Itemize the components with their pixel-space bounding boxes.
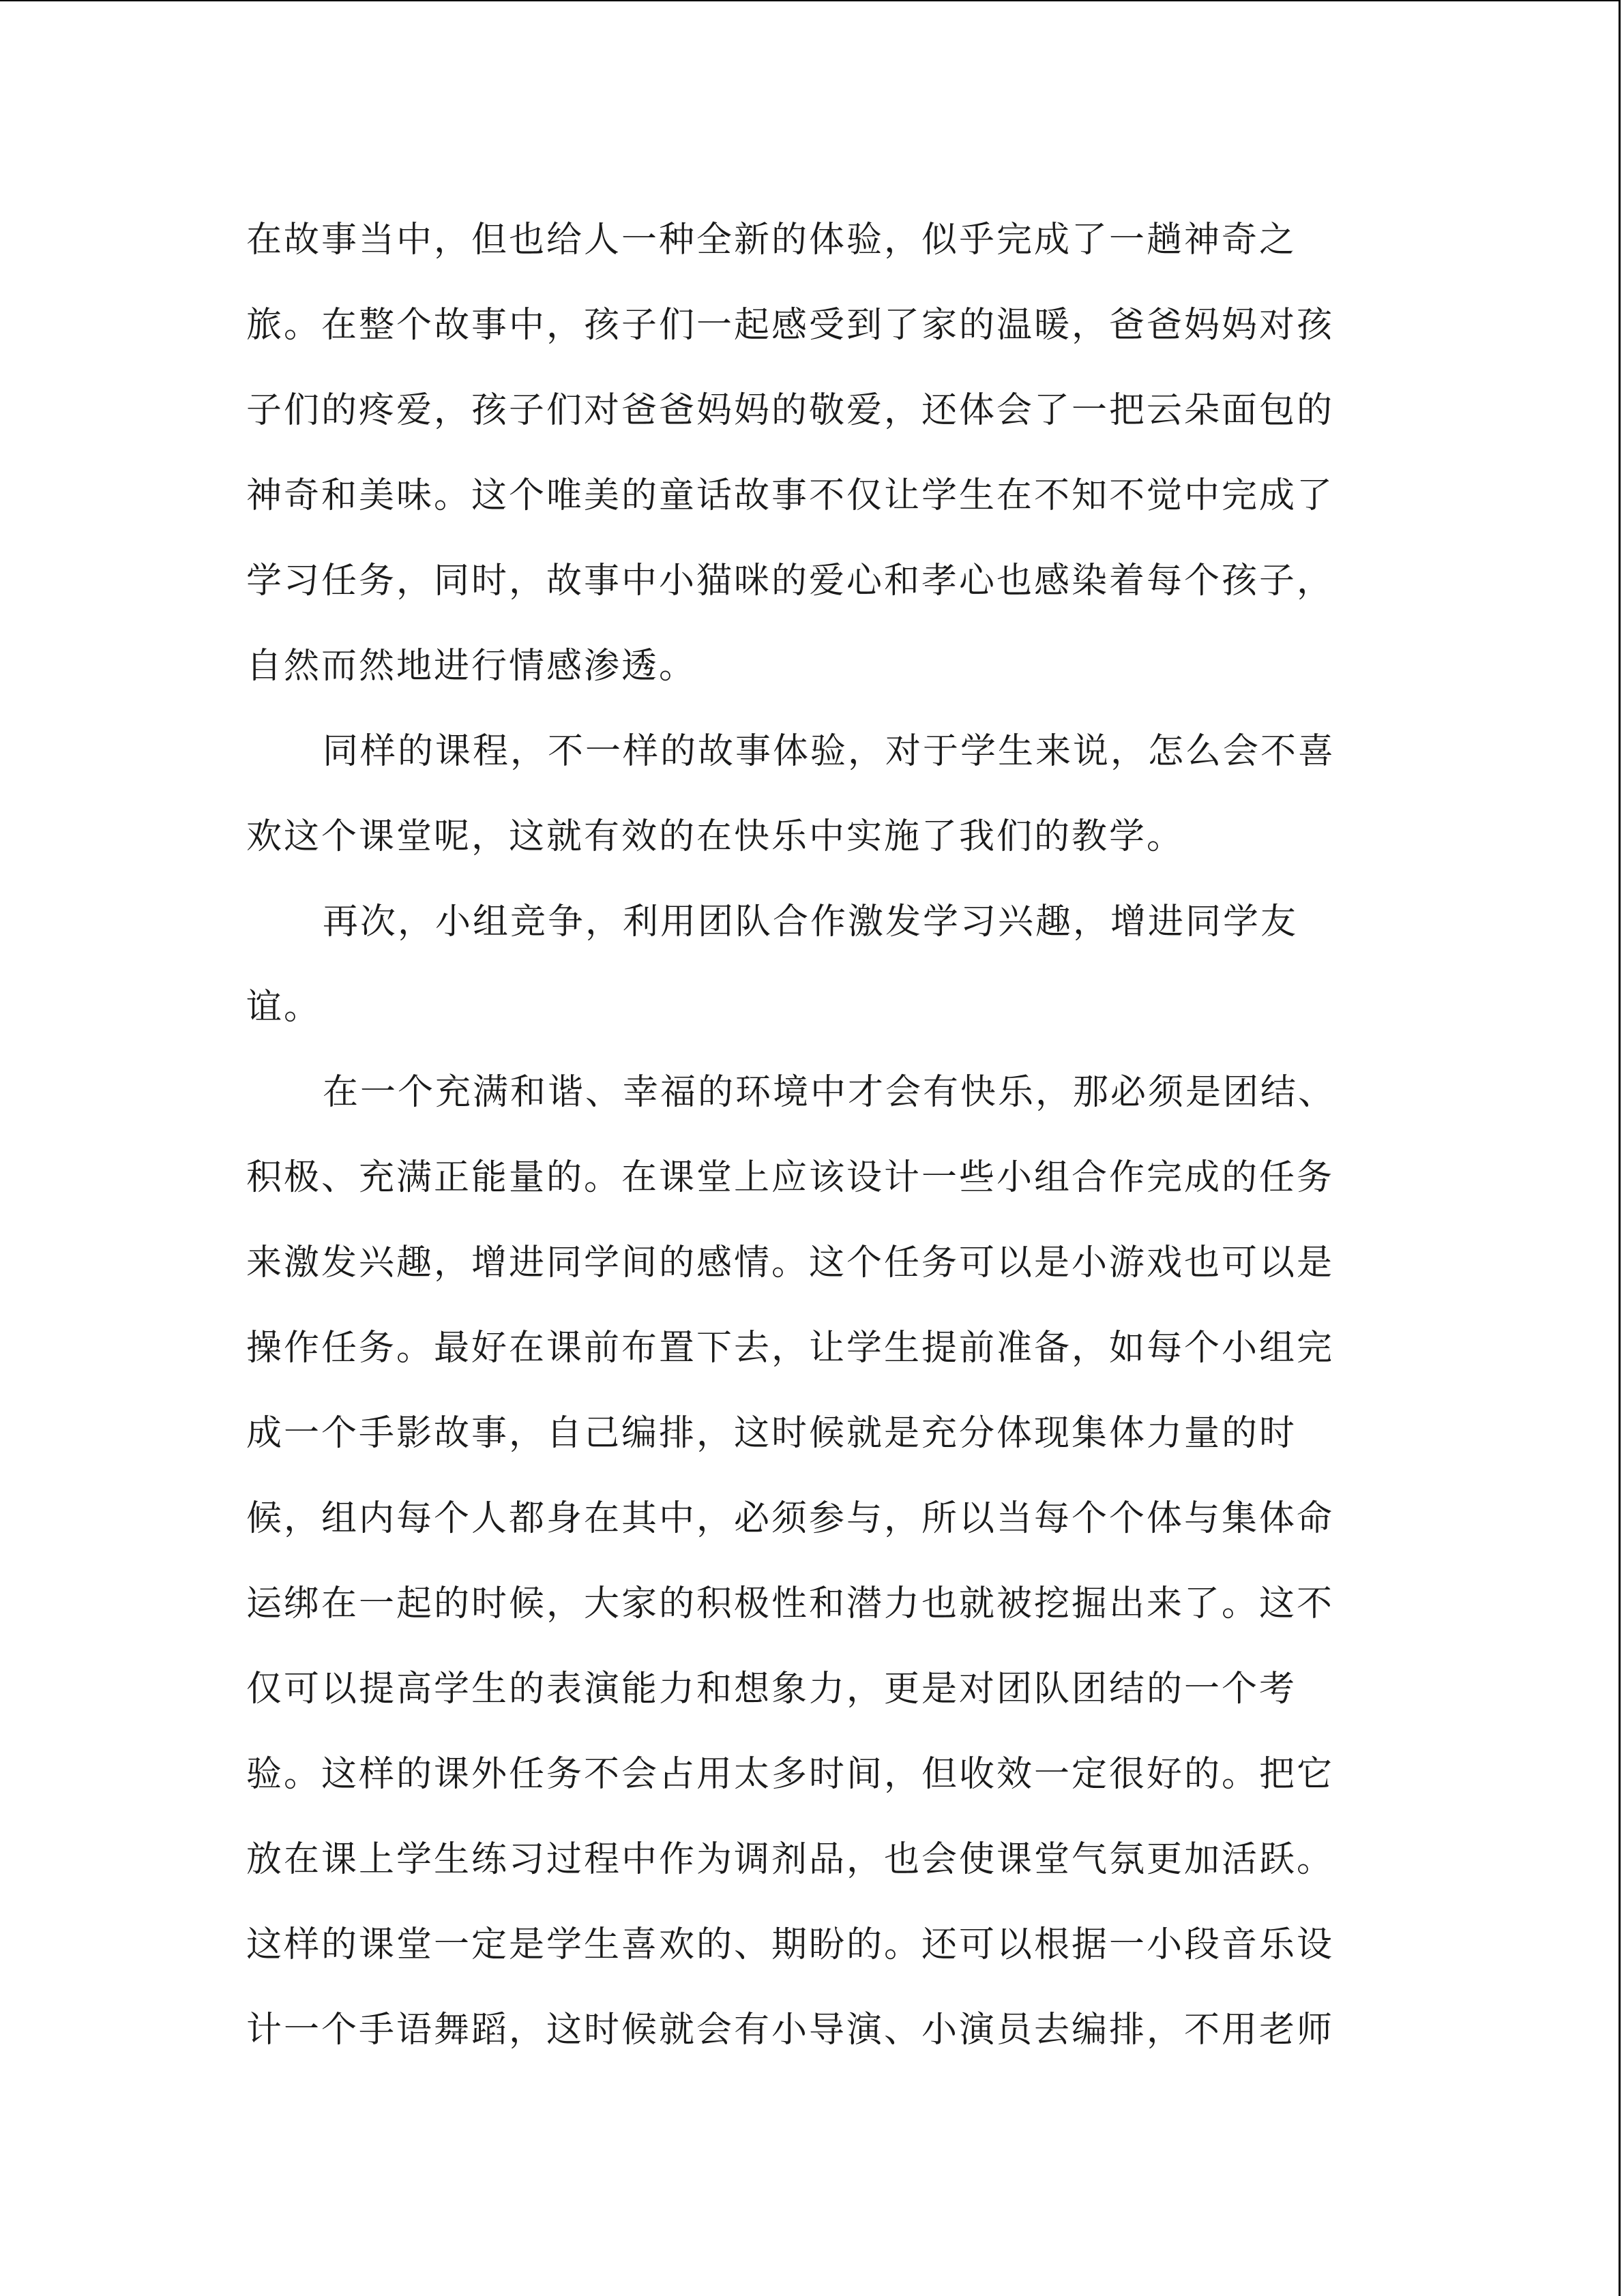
- text-line: 放在课上学生练习过程中作为调剂品，也会使课堂气氛更加活跃。: [246, 1839, 1335, 1880]
- text-line: 子们的疼爱，孩子们对爸爸妈妈的敬爱，还体会了一把云朵面包的: [246, 390, 1335, 431]
- text-line: 运绑在一起的时候，大家的积极性和潜力也就被挖掘出来了。这不: [246, 1583, 1335, 1624]
- text-line: 仅可以提高学生的表演能力和想象力，更是对团队团结的一个考: [246, 1669, 1297, 1710]
- text-line: 在一个充满和谐、幸福的环境中才会有快乐，那必须是团结、: [323, 1072, 1336, 1113]
- text-line: 旅。在整个故事中，孩子们一起感受到了家的温暖，爸爸妈妈对孩: [246, 305, 1335, 346]
- text-line: 成一个手影故事，自己编排，这时候就是充分体现集体力量的时: [246, 1413, 1297, 1454]
- text-line: 在故事当中，但也给人一种全新的体验，似乎完成了一趟神奇之: [246, 220, 1297, 260]
- text-line: 计一个手语舞蹈，这时候就会有小导演、小演员去编排，不用老师: [246, 2010, 1335, 2051]
- text-line: 来激发兴趣，增进同学间的感情。这个任务可以是小游戏也可以是: [246, 1242, 1335, 1283]
- text-line: 操作任务。最好在课前布置下去，让学生提前准备，如每个小组完: [246, 1328, 1335, 1369]
- text-line: 同样的课程，不一样的故事体验，对于学生来说，怎么会不喜: [323, 731, 1336, 772]
- text-line: 再次，小组竞争，利用团队合作激发学习兴趣，增进同学友: [323, 901, 1299, 942]
- text-line: 这样的课堂一定是学生喜欢的、期盼的。还可以根据一小段音乐设: [246, 1924, 1335, 1965]
- text-line: 神奇和美味。这个唯美的童话故事不仅让学生在不知不觉中完成了: [246, 475, 1335, 516]
- text-line: 候，组内每个人都身在其中，必须参与，所以当每个个体与集体命: [246, 1498, 1335, 1539]
- text-line: 谊。: [246, 987, 322, 1028]
- text-line: 学习任务，同时，故事中小猫咪的爱心和孝心也感染着每个孩子，: [246, 561, 1335, 601]
- document-body: [246, 198, 1365, 2073]
- text-line: 验。这样的课外任务不会占用太多时间，但收效一定很好的。把它: [246, 1754, 1335, 1795]
- text-line: 自然而然地进行情感渗透。: [246, 646, 697, 687]
- text-line: 积极、充满正能量的。在课堂上应该设计一些小组合作完成的任务: [246, 1157, 1335, 1198]
- text-line: 欢这个课堂呢，这就有效的在快乐中实施了我们的教学。: [246, 816, 1185, 857]
